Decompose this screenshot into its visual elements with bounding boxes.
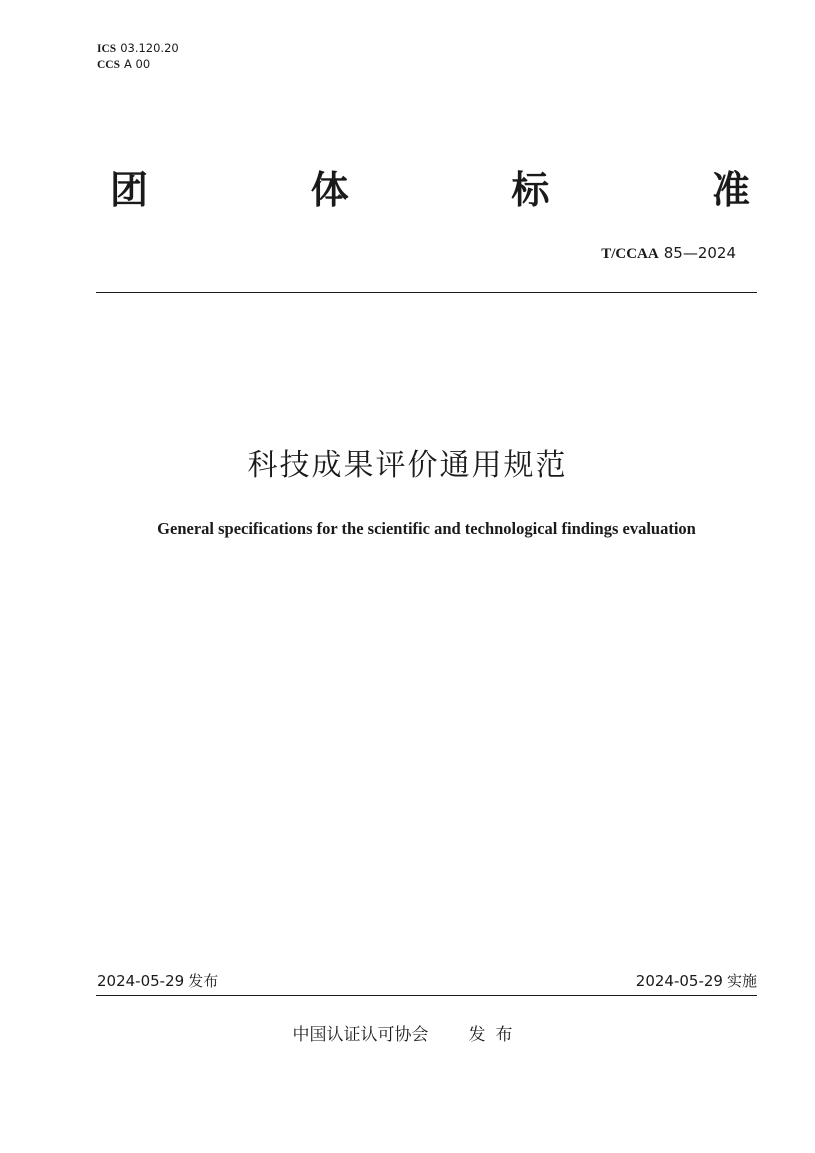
top-divider xyxy=(96,292,757,293)
bottom-divider xyxy=(96,995,757,996)
standard-number-prefix: T/CCAA xyxy=(601,246,659,262)
publisher-name: 中国认证认可协会 xyxy=(292,1025,429,1045)
implement-date-block xyxy=(636,970,757,991)
publisher-line xyxy=(0,1020,815,1045)
implement-label: 实施 xyxy=(726,972,757,990)
publish-label: 发布 xyxy=(188,972,219,990)
ccs-label: CCS xyxy=(97,59,121,71)
implement-date: 2024-05-29 xyxy=(635,972,723,990)
ics-label: ICS xyxy=(97,43,117,55)
publish-date: 2024-05-29 xyxy=(97,972,185,990)
standard-type-char: 体 xyxy=(310,168,349,212)
ccs-line xyxy=(97,57,179,73)
ics-line xyxy=(97,41,179,57)
classification-codes xyxy=(97,41,179,73)
title-chinese: 科技成果评价通用规范 xyxy=(247,448,568,483)
title-english: General specifications for the scientific and technological findings evaluation xyxy=(157,519,696,538)
standard-type-char: 标 xyxy=(511,168,550,212)
publisher-issue-label: 发布 xyxy=(468,1025,523,1045)
standard-number xyxy=(601,244,736,263)
standard-number-value: 85—2024 xyxy=(663,244,736,262)
standard-type-char: 团 xyxy=(110,168,149,212)
publish-date-block xyxy=(97,970,218,991)
standard-type-char: 准 xyxy=(711,168,750,212)
ccs-code: A 00 xyxy=(124,57,151,71)
ics-code: 03.120.20 xyxy=(120,41,179,55)
standard-type-heading xyxy=(110,165,750,215)
